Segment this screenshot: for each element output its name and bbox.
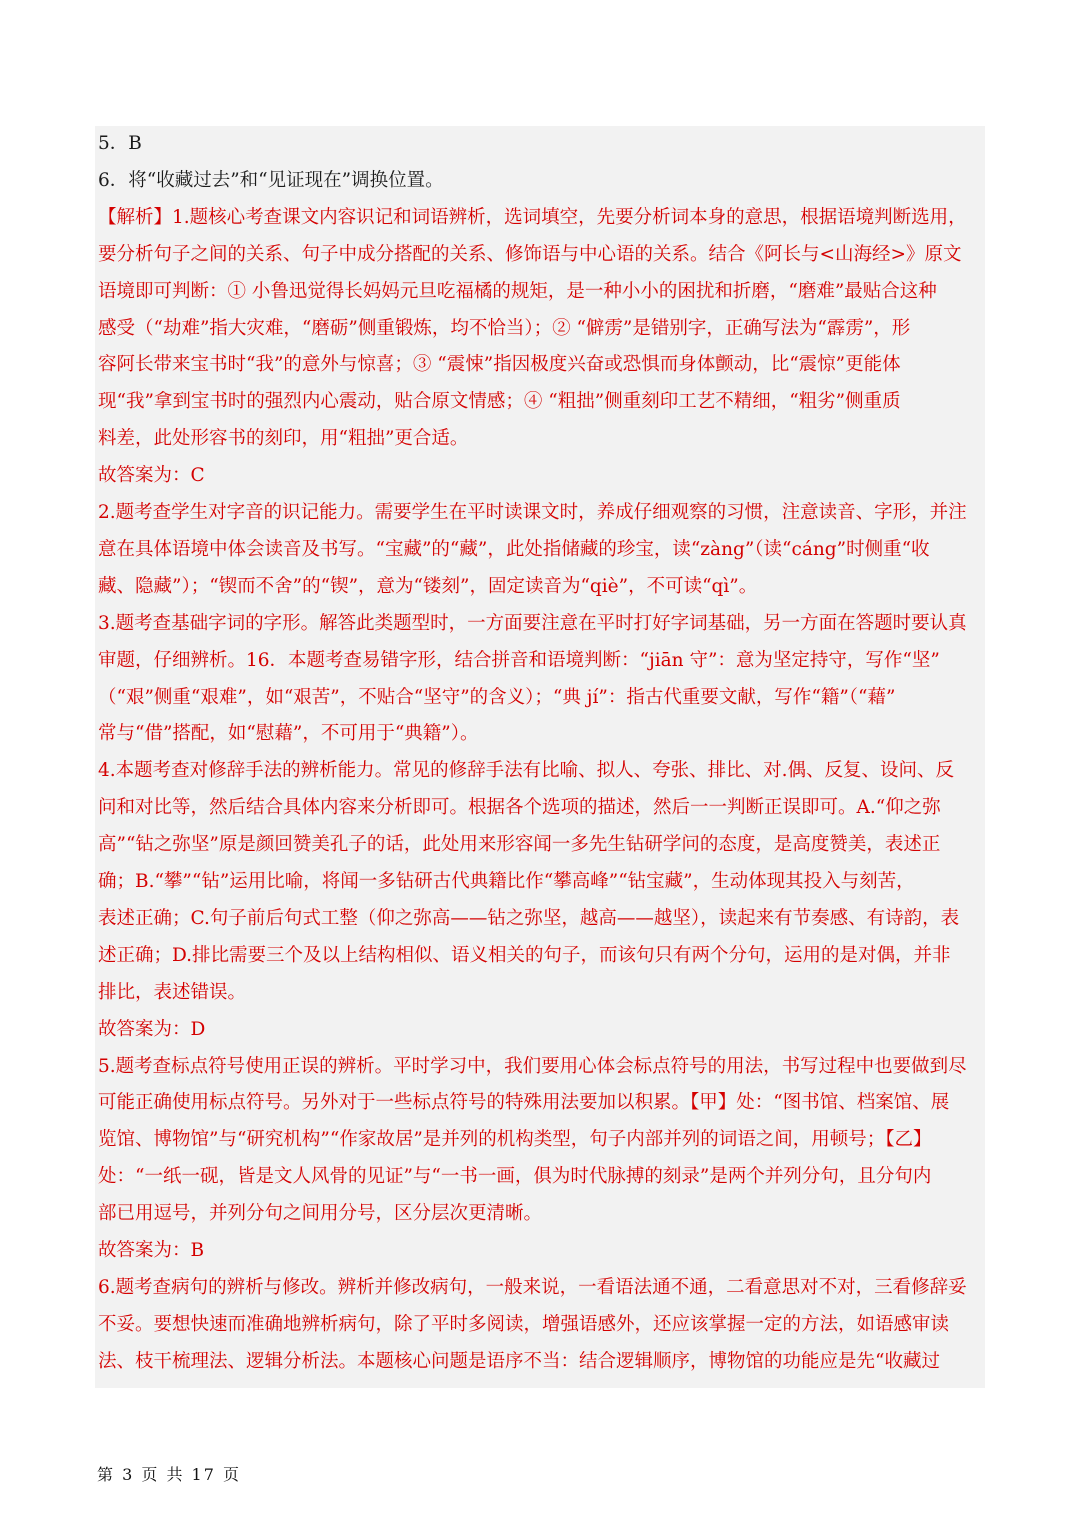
text-line: 故答案为：C	[98, 465, 205, 487]
text-line: 览馆、博物馆”与“研究机构”“作家故居”是并列的机构类型，句子内部并列的词语之间，用顿号；【乙】	[98, 1129, 932, 1151]
text-line: 高”“钻之弥坚”原是颜回赞美孔子的话，此处用来形容闻一多先生钻研学问的态度，是高度赞美，表述正	[98, 834, 941, 856]
text-line: 4.本题考查对修辞手法的辨析能力。常见的修辞手法有比喻、拟人、夸张、排比、对.偶、反复、设问、反	[98, 760, 955, 782]
text-line: （“艰”侧重“艰难”，如“艰苦”，不贴合“坚守”的含义）；“典 jí”：指古代重要文献，写作“籍”（“藉”	[98, 686, 896, 708]
answer-analysis-block	[95, 126, 985, 1388]
text-line: 料差，此处形容书的刻印，用“粗拙”更合适。	[98, 428, 469, 450]
text-line: 排比，表述错误。	[98, 981, 247, 1003]
text-line: 可能正确使用标点符号。另外对于一些标点符号的特殊用法要加以积累。【甲】处：“图书馆、档案馆、展	[98, 1092, 950, 1114]
text-line: 确；B.“攀”“钻”运用比喻，将闻一多钻研古代典籍比作“攀高峰”“钻宝藏”，生动体现其投入与刻苦，	[98, 871, 915, 892]
text-line: 故答案为：D	[98, 1018, 206, 1040]
text-line: 表述正确；C.句子前后句式工整（仰之弥高——钻之弥坚，越高——越坚），读起来有节奏感、有诗韵，表	[98, 907, 960, 929]
text-line: 容阿长带来宝书时“我”的意外与惊喜；③ “震悚”指因极度兴奋或恐惧而身体颤动，比“震惊”更能体	[98, 354, 901, 376]
text-line: 6.题考查病句的辨析与修改。辨析并修改病句，一般来说，一看语法通不通，二看意思对不对，三看修辞妥	[98, 1276, 967, 1298]
text-line: 要分析句子之间的关系、句子中成分搭配的关系、修饰语与中心语的关系。结合《阿长与<山海经>》原文	[98, 243, 962, 265]
text-line: 藏、隐藏”）；“锲而不舍”的“锲”，意为“镂刻”，固定读音为“qiè”，不可读“qì”。	[98, 575, 758, 597]
text-line: 审题，仔细辨析。16．本题考查易错字形，结合拼音和语境判断：“jiān 守”：意为坚定持守，写作“坚”	[98, 649, 940, 671]
text-line: 感受（“劫难”指大灾难，“磨砺”侧重锻炼，均不恰当）；② “僻雳”是错别字，正确写法为“霹雳”，形	[98, 317, 911, 339]
text-line: 5．B	[98, 133, 142, 154]
text-line: 故答案为：B	[98, 1240, 205, 1261]
text-line: 部已用逗号，并列分句之间用分号，区分层次更清晰。	[98, 1203, 543, 1225]
text-line: 不妥。要想快速而准确地辨析病句，除了平时多阅读，增强语感外，还应该掌握一定的方法，如语感审读	[98, 1313, 950, 1335]
text-line: 2.题考查学生对字音的识记能力。需要学生在平时读课文时，养成仔细观察的习惯，注意读音、字形，并注	[98, 502, 967, 523]
text-line: 语境即可判断：① 小鲁迅觉得长妈妈元旦吃福橘的规矩，是一种小小的困扰和折磨，“磨难”最贴合这种	[98, 280, 937, 302]
text-line: 述正确；D.排比需要三个及以上结构相似、语义相关的句子，而该句只有两个分句，运用的是对偶，并非	[98, 944, 951, 966]
text-line: 问和对比等，然后结合具体内容来分析即可。根据各个选项的描述，然后一一判断正误即可。A.“仰之弥	[98, 797, 941, 819]
text-line: 6．将“收藏过去”和“见证现在”调换位置。	[98, 169, 444, 191]
text-line: 意在具体语境中体会读音及书写。“宝藏”的“藏”，此处指储藏的珍宝，读“zàng”（读“cáng”时侧重“收	[98, 538, 930, 560]
text-line: 【解析】1.题核心考查课文内容识记和词语辨析，选词填空，先要分析词本身的意思，根据语境判断选用，	[98, 206, 967, 228]
text-line: 处：“一纸一砚，皆是文人风骨的见证”与“一书一画，俱为时代脉搏的刻录”是两个并列分句，且分句内	[98, 1166, 932, 1188]
text-line: 5.题考查标点符号使用正误的辨析。平时学习中，我们要用心体会标点符号的用法，书写过程中也要做到尽	[98, 1055, 967, 1077]
text-line: 法、枝干梳理法、逻辑分析法。本题核心问题是语序不当：结合逻辑顺序，博物馆的功能应是先“收藏过	[98, 1350, 940, 1372]
text-line: 现“我”拿到宝书时的强烈内心震动，贴合原文情感；④ “粗拙”侧重刻印工艺不精细，“粗劣”侧重质	[98, 391, 901, 413]
text-line: 3.题考查基础字词的字形。解答此类题型时，一方面要注意在平时打好字词基础，另一方面在答题时要认真	[98, 612, 967, 634]
text-line: 常与“借”搭配，如“慰藉”，不可用于“典籍”）。	[98, 723, 479, 745]
page-number-footer: 第 3 页 共 17 页	[97, 1465, 241, 1484]
